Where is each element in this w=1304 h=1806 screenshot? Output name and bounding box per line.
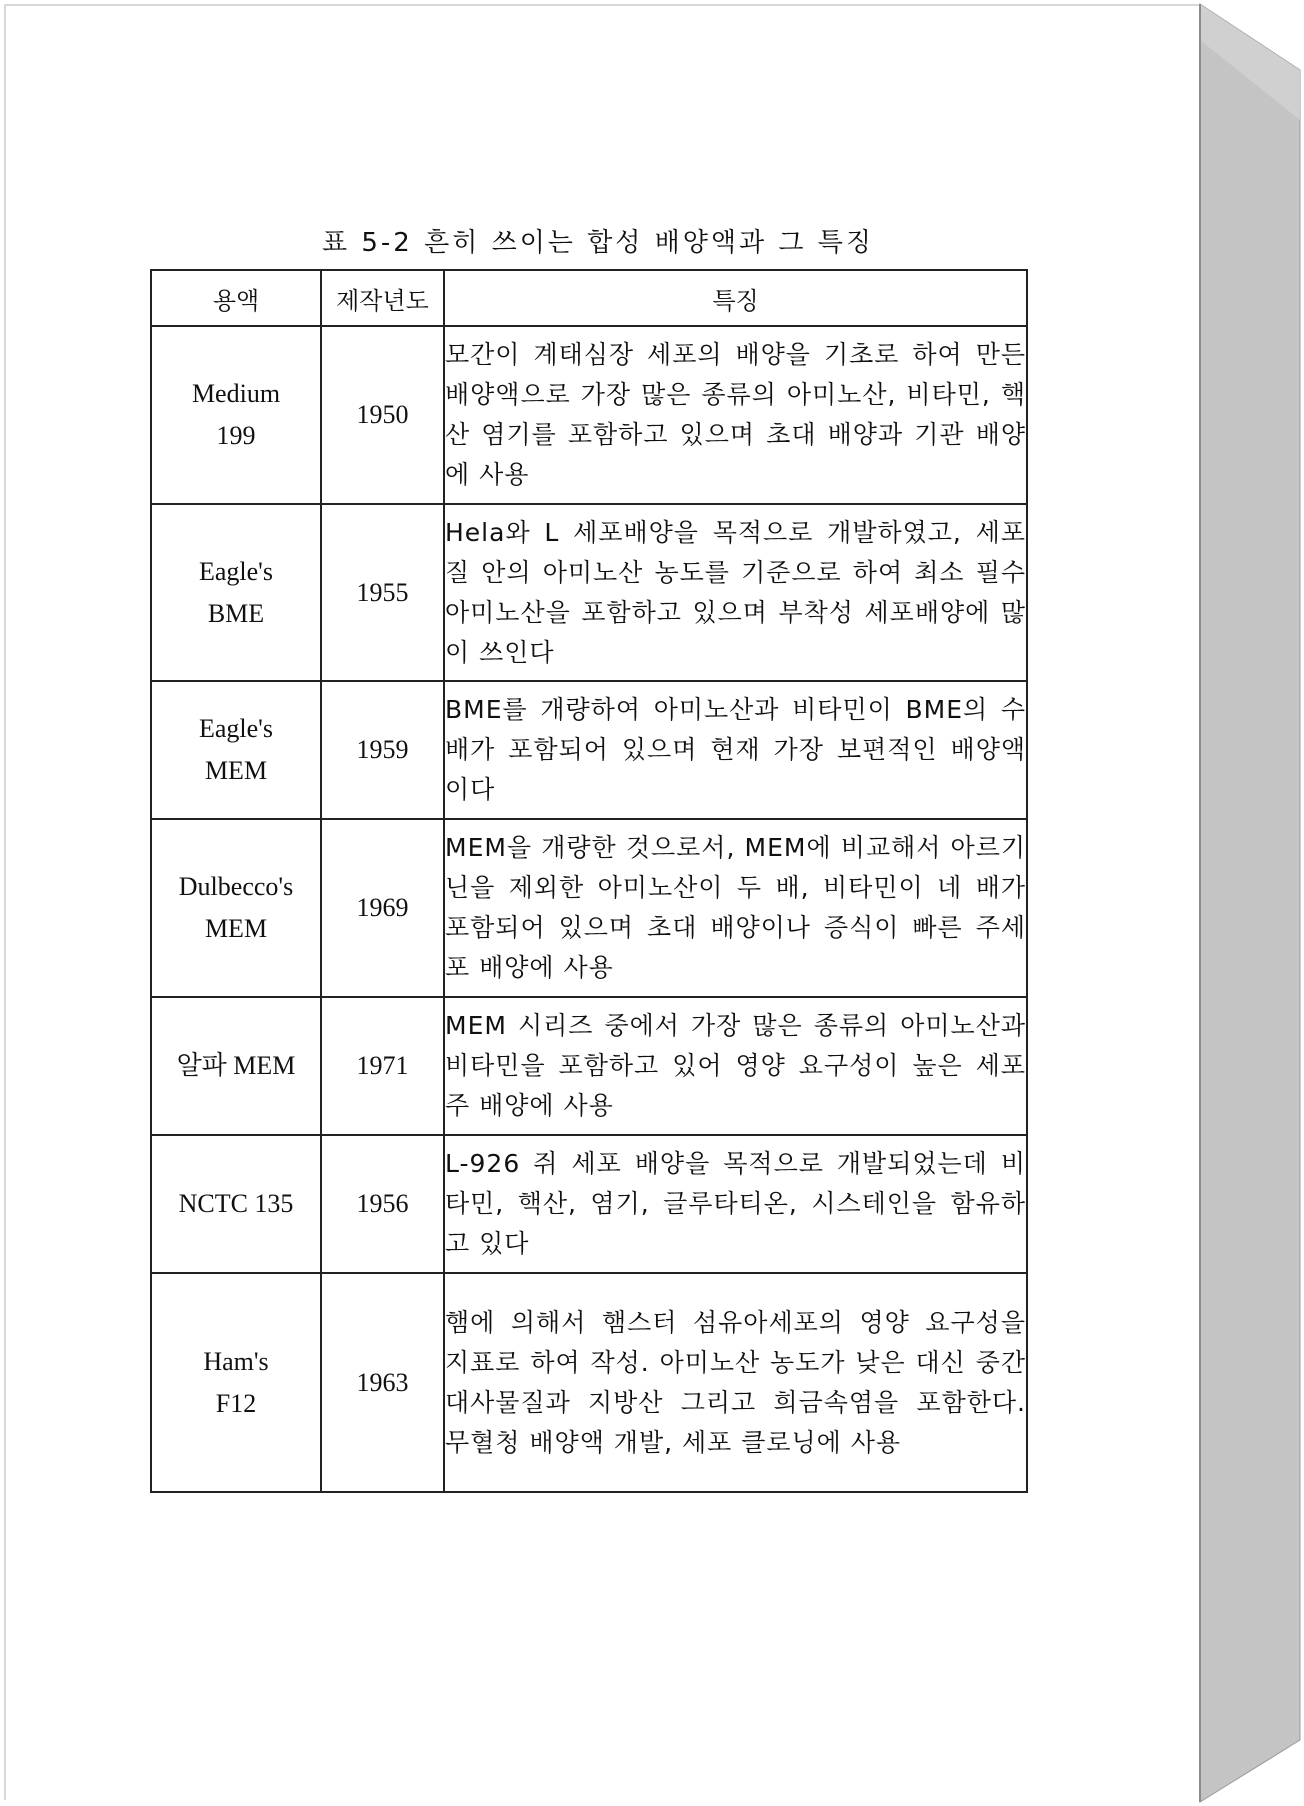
- feature-cell: L-926 쥐 세포 배양을 목적으로 개발되었는데 비타민, 핵산, 염기, 글루타티온, 시스테인을 함유하고 있다: [444, 1135, 1027, 1273]
- feature-cell: 햄에 의해서 햄스터 섬유아세포의 영양 요구성을 지표로 하여 작성. 아미노산 농도가 낮은 대신 중간 대사물질과 지방산 그리고 희금속염을 포함한다. 무혈청 배양액 개발, 세포 클로닝에 사용: [444, 1273, 1027, 1492]
- medium-name-line: Ham's: [203, 1346, 269, 1376]
- table-row: [151, 1135, 1027, 1273]
- year-cell: 1963: [321, 1273, 444, 1492]
- medium-name-cell: [151, 326, 321, 504]
- table-row: [151, 819, 1027, 997]
- column-header-year: 제작년도: [321, 270, 444, 326]
- culture-media-table: [150, 269, 1028, 1493]
- year-cell: 1959: [321, 681, 444, 819]
- year-cell: 1955: [321, 504, 444, 681]
- medium-name-cell: [151, 819, 321, 997]
- table-header-row: [151, 270, 1027, 326]
- medium-name-line: Medium: [191, 379, 281, 408]
- table-row: [151, 681, 1027, 819]
- medium-name-cell: [151, 681, 321, 819]
- table-caption: 표 5-2 흔히 쓰이는 합성 배양액과 그 특징: [321, 228, 875, 258]
- year-cell: 1969: [321, 819, 444, 997]
- medium-name-line: NCTC 135: [178, 1189, 294, 1218]
- feature-cell: MEM을 개량한 것으로서, MEM에 비교해서 아르기닌을 제외한 아미노산이 두 배, 비타민이 네 배가 포함되어 있으며 초대 배양이나 증식이 빠른 주세포 배양에 사용: [444, 819, 1027, 997]
- medium-name-line: MEM: [204, 756, 268, 785]
- year-cell: 1956: [321, 1135, 444, 1273]
- medium-name-cell: [151, 997, 321, 1135]
- table-row: [151, 1273, 1027, 1492]
- medium-name-line: Eagle's: [199, 714, 273, 743]
- feature-cell: Hela와 L 세포배양을 목적으로 개발하였고, 세포질 안의 아미노산 농도를 기준으로 하여 최소 필수 아미노산을 포함하고 있으며 부착성 세포배양에 많이 쓰인다: [444, 504, 1027, 681]
- feature-cell: BME를 개량하여 아미노산과 비타민이 BME의 수 배가 포함되어 있으며 현재 가장 보편적인 배양액이다: [444, 681, 1027, 819]
- column-header-feature: 특징: [444, 270, 1027, 326]
- medium-name-line: Eagle's: [199, 556, 273, 586]
- medium-name-line: MEM: [204, 914, 268, 943]
- medium-name-cell: [151, 1135, 321, 1273]
- feature-cell: MEM 시리즈 중에서 가장 많은 종류의 아미노산과 비타민을 포함하고 있어 영양 요구성이 높은 세포주 배양에 사용: [444, 997, 1027, 1135]
- medium-name-line: Dulbecco's: [178, 872, 294, 901]
- table-row: [151, 326, 1027, 504]
- column-header-medium: 용액: [151, 270, 321, 326]
- medium-name-cell: [151, 504, 321, 681]
- feature-cell: 모간이 계태심장 세포의 배양을 기초로 하여 만든 배양액으로 가장 많은 종류의 아미노산, 비타민, 핵산 염기를 포함하고 있으며 초대 배양과 기관 배양에 사용: [444, 326, 1027, 504]
- medium-name-line: 알파 MEM: [176, 1051, 296, 1080]
- medium-name-line: BME: [207, 598, 265, 628]
- medium-name-cell: [151, 1273, 321, 1492]
- table-row: [151, 504, 1027, 681]
- year-cell: 1971: [321, 997, 444, 1135]
- table-row: [151, 997, 1027, 1135]
- year-cell: 1950: [321, 326, 444, 504]
- medium-name-line: F12: [215, 1388, 257, 1418]
- medium-name-line: 199: [216, 421, 256, 450]
